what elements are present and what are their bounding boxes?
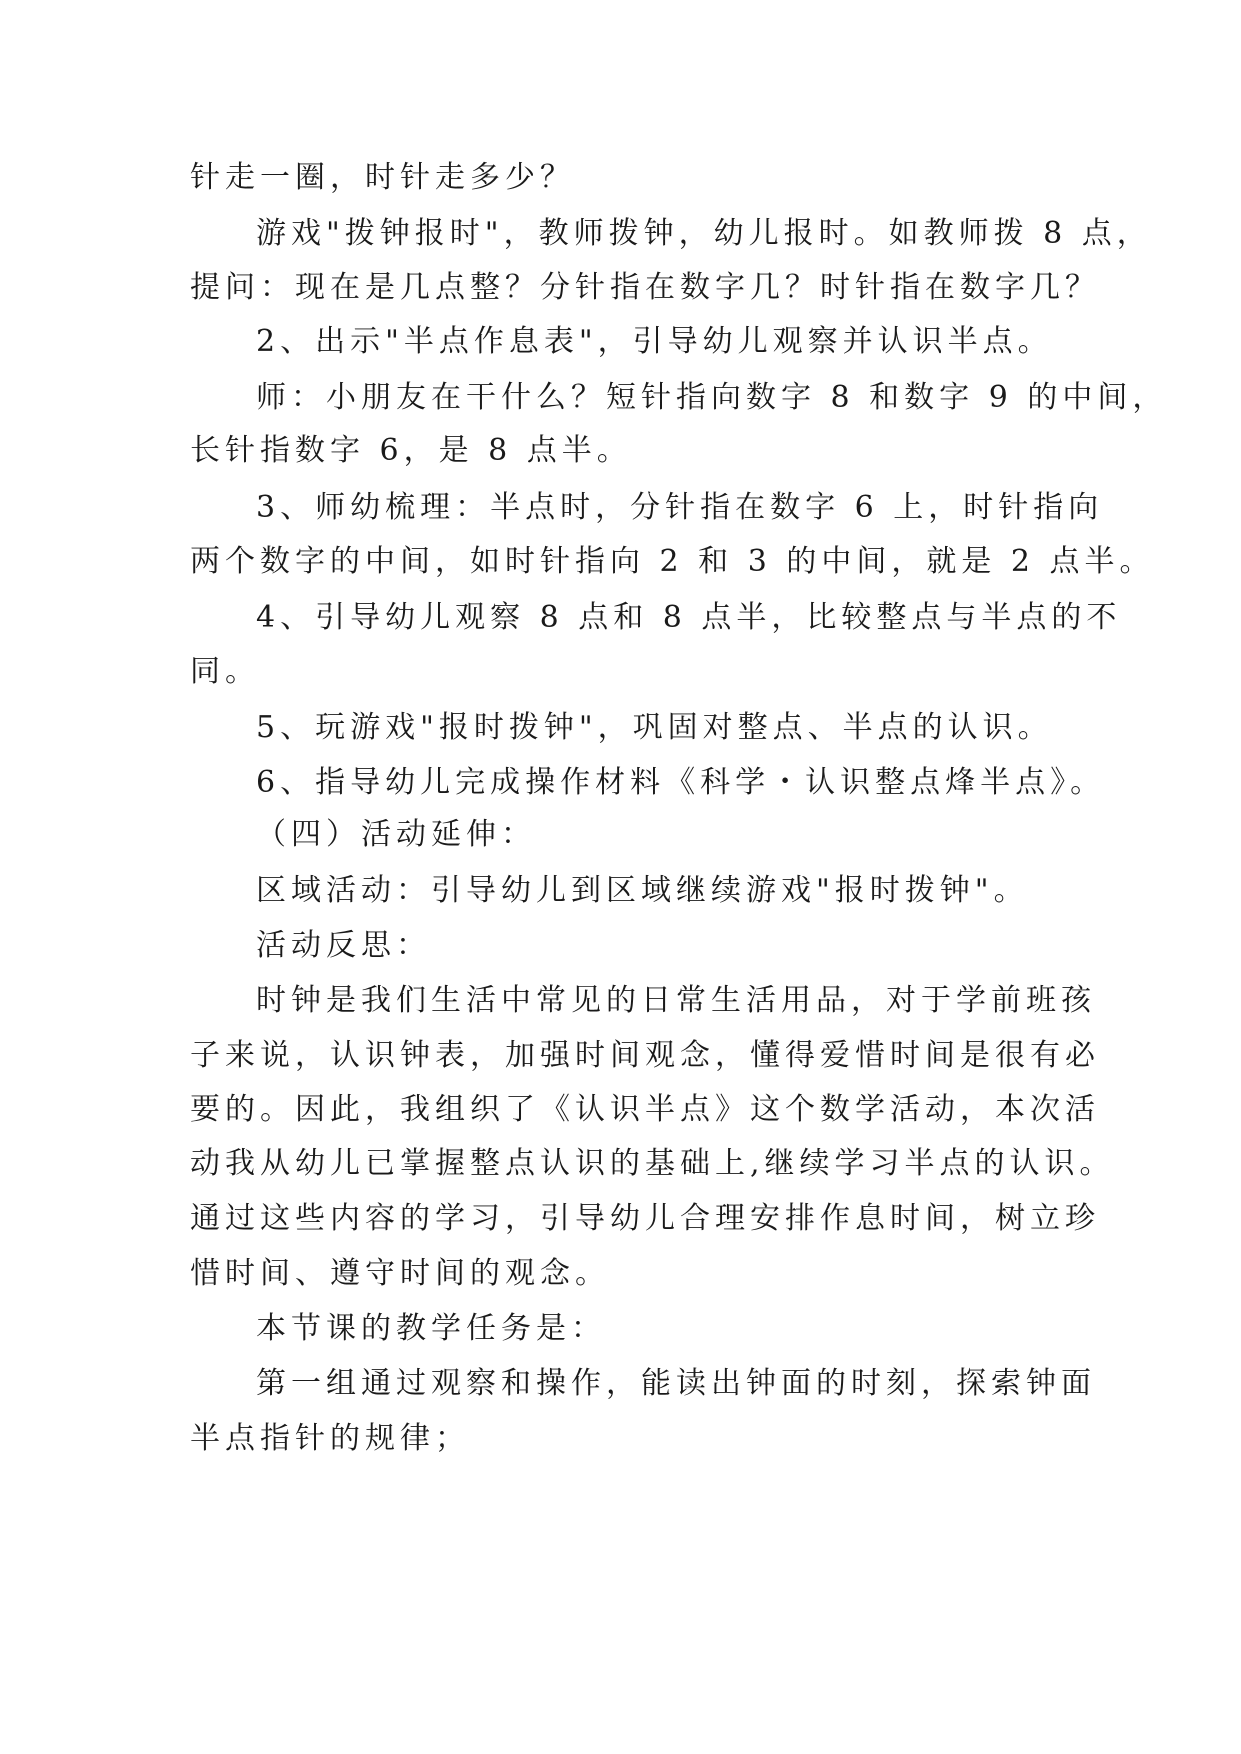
text-line: 6、指导幼儿完成操作材料《科学・认识整点烽半点》。 <box>256 765 1106 800</box>
text-line: 子来说，认识钟表，加强时间观念，懂得爱惜时间是很有必 <box>190 1038 1100 1073</box>
text-line: 针走一圈，时针走多少？ <box>190 160 575 195</box>
text-line: 提问：现在是几点整？分针指在数字几？时针指在数字几？ <box>190 270 1100 305</box>
text-line: 师：小朋友在干什么？短针指向数字 8 和数字 9 的中间， <box>256 380 1168 415</box>
text-line: 2、出示"半点作息表"，引导幼儿观察并认识半点。 <box>256 324 1053 359</box>
text-line: 半点指针的规律； <box>190 1421 470 1456</box>
text-line: 本节课的教学任务是： <box>256 1311 606 1346</box>
text-line: 游戏"拨钟报时"，教师拨钟，幼儿报时。如教师拨 8 点， <box>256 216 1152 251</box>
text-line: 动我从幼儿已掌握整点认识的基础上,继续学习半点的认识。 <box>190 1146 1115 1181</box>
text-line: 同。 <box>190 654 260 689</box>
text-line: 第一组通过观察和操作，能读出钟面的时刻，探索钟面 <box>256 1366 1096 1401</box>
text-line: 3、师幼梳理：半点时，分针指在数字 6 上，时针指向 <box>256 490 1104 525</box>
text-line: 通过这些内容的学习，引导幼儿合理安排作息时间，树立珍 <box>190 1201 1100 1236</box>
section-heading: 活动反思： <box>256 928 431 963</box>
text-line: 两个数字的中间，如时针指向 2 和 3 的中间，就是 2 点半。 <box>190 544 1155 579</box>
section-heading: （四）活动延伸： <box>256 817 536 852</box>
text-line: 惜时间、遵守时间的观念。 <box>190 1256 610 1291</box>
text-line: 区域活动：引导幼儿到区域继续游戏"报时拨钟"。 <box>256 873 1029 908</box>
text-line: 4、引导幼儿观察 8 点和 8 点半，比较整点与半点的不 <box>256 600 1122 635</box>
text-line: 时钟是我们生活中常见的日常生活用品，对于学前班孩 <box>256 983 1096 1018</box>
text-line: 5、玩游戏"报时拨钟"，巩固对整点、半点的认识。 <box>256 710 1053 745</box>
text-line: 长针指数字 6，是 8 点半。 <box>190 433 632 468</box>
text-line: 要的。因此，我组织了《认识半点》这个数学活动，本次活 <box>190 1092 1100 1127</box>
